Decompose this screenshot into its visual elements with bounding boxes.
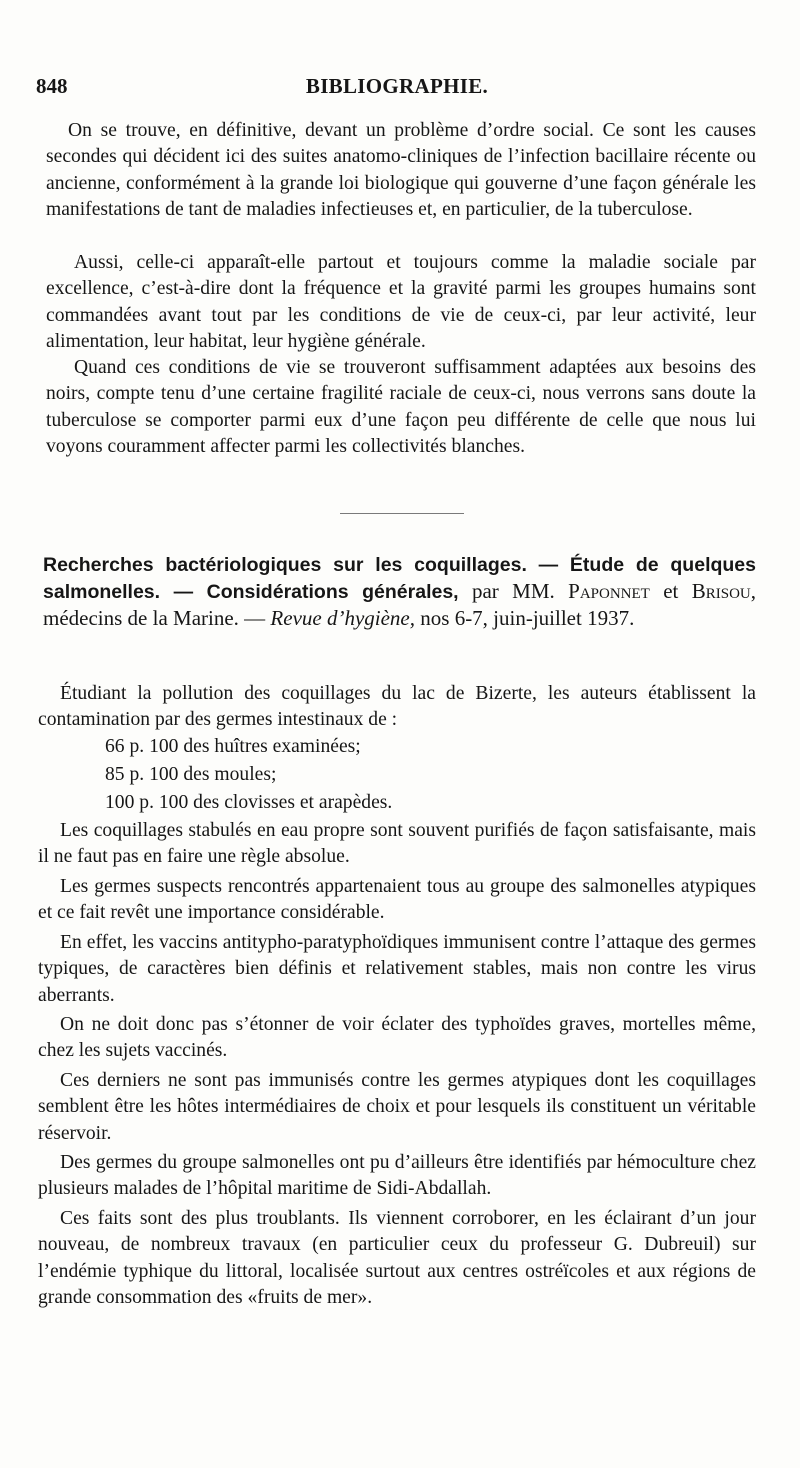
stat-oysters: 66 p. 100 des huîtres examinées;: [105, 736, 361, 757]
review-by: par MM.: [471, 579, 555, 603]
paragraph-reservoir: Ces derniers ne sont pas immunisés contre les germes atypiques dont les coquillages semblent être les hôtes intermédiaires de choix et pour lesquels ils constituent un véritable réservoir.: [38, 1070, 756, 1144]
review-heading: [43, 551, 756, 631]
paragraph-social-disease: Aussi, celle-ci apparaît-elle partout et toujours comme la maladie sociale par excellence, c’est-à-dire dont la fréquence et la gravité parmi les groupes humains sont commandées avant tout par les conditions de vie de ceux-ci, par leur activité, leur alimentation, leur habitat, leur hygiène générale.: [46, 252, 756, 352]
paragraph-suspect-germs: Les germes suspects rencontrés appartenaient tous au groupe des salmonelles atypiques et ce fait revêt une importance considérable.: [38, 876, 756, 924]
review-title: Recherches bactériologiques sur les coquillages. — Étude de quelques salmonelles. — Considérations générales,: [43, 554, 756, 603]
running-title: BIBLIOGRAPHIE.: [305, 74, 489, 98]
author-brisou: Brisou: [691, 579, 751, 603]
review-role: , médecins de la Marine. —: [43, 579, 756, 630]
stat-mussels: 85 p. 100 des moules;: [105, 764, 277, 785]
page-number: 848: [36, 74, 68, 98]
review-issue: nos 6-7, juin-juillet 1937.: [420, 606, 635, 630]
paragraph-vaccines: En effet, les vaccins antitypho-paratyphoïdiques immunisent contre l’attaque des germes typiques, de caractères bien définis et relativement stables, mais non contre les virus aberrants.: [38, 932, 756, 1006]
paragraph-hemoculture: Des germes du groupe salmonelles ont pu d’ailleurs être identifiés par hémoculture chez plusieurs malades de l’hôpital maritime de Sidi-Abdallah.: [38, 1152, 756, 1200]
author-paponnet: Paponnet: [568, 579, 650, 603]
paragraph-typhoid: On ne doit donc pas s’étonner de voir éclater des typhoïdes graves, mortelles même, chez les sujets vaccinés.: [38, 1014, 756, 1062]
stat-clams: 100 p. 100 des clovisses et arapèdes.: [105, 792, 393, 813]
paragraph-social-problem: On se trouve, en définitive, devant un problème d’ordre social. Ce sont les causes secondes qui décident ici des suites anatomo-cliniques de l’infection bacillaire récente ou ancienne, conformément à la grande loi biologique qui gouverne d’une façon générale les manifestations de tant de maladies infectieuses et, en particulier, de la tuberculose.: [46, 120, 756, 220]
section-separator: [340, 513, 464, 514]
page-header: [36, 74, 758, 104]
review-source: Revue d’hygiène,: [270, 606, 416, 630]
paragraph-conclusion: Ces faits sont des plus troublants. Ils viennent corroborer, en les éclairant d’un jour nouveau, de nombreux travaux (en particulier ceux du professeur G. Dubreuil) sur l’endémie typhique du littoral, localisée surtout aux centres ostréïcoles et aux régions de grande consommation des «fruits de mer».: [38, 1208, 756, 1308]
review-and: et: [663, 579, 679, 603]
paragraph-living-conditions: Quand ces conditions de vie se trouveront suffisamment adaptées aux besoins des noirs, compte tenu d’une certaine fragilité raciale de ceux-ci, nous verrons sans doute la tuberculose se comporter parmi eux d’une façon peu différente de celle que nous lui voyons couramment affecter parmi les collectivités blanches.: [46, 357, 756, 457]
paragraph-intro: Étudiant la pollution des coquillages du lac de Bizerte, les auteurs établissent la contamination par des germes intestinaux de :: [38, 683, 756, 731]
paragraph-purification: Les coquillages stabulés en eau propre sont souvent purifiés de façon satisfaisante, mais il ne faut pas en faire une règle absolue.: [38, 820, 756, 868]
